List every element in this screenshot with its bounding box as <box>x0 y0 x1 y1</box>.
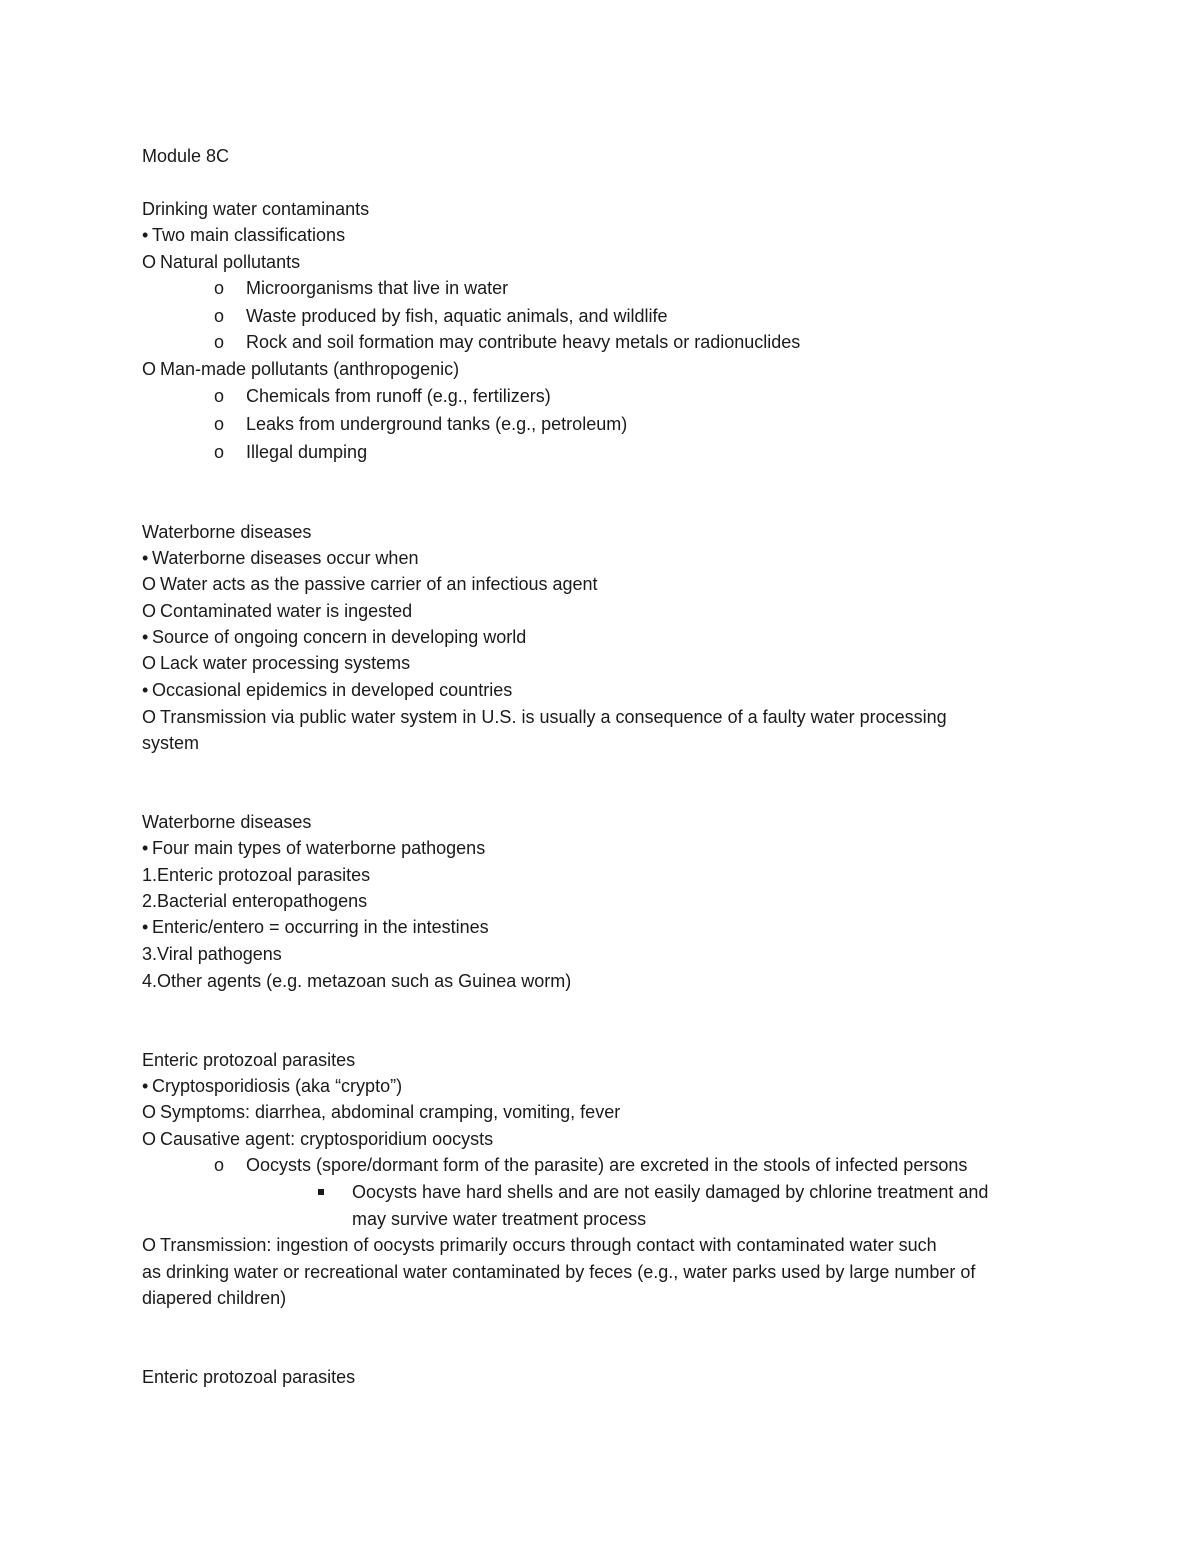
list-item-text: Illegal dumping <box>246 442 368 462</box>
square-bullet-icon <box>318 1189 324 1195</box>
list-item-text: Waste produced by fish, aquatic animals, and wildlife <box>246 306 668 326</box>
sub-item-text: Water acts as the passive carrier of an infectious agent <box>160 574 598 594</box>
o-marker: o <box>214 306 225 326</box>
o-marker: o <box>214 386 225 406</box>
o-marker: o <box>214 278 225 298</box>
o-marker: o <box>214 442 225 462</box>
section-heading: Enteric protozoal parasites <box>142 1050 356 1070</box>
document-title: Module 8C <box>142 146 230 166</box>
nested-item-text-continued: may survive water treatment process <box>352 1209 647 1229</box>
list-item-text: Chemicals from runoff (e.g., fertilizers) <box>246 386 551 406</box>
sub-item-text-continued: diapered children) <box>142 1288 287 1308</box>
o-marker: O <box>142 653 157 673</box>
bullet-text: Four main types of waterborne pathogens <box>152 838 486 858</box>
numbered-item: 3.Viral pathogens <box>142 944 282 964</box>
bullet-marker: • <box>142 917 149 937</box>
bullet-marker: • <box>142 548 149 568</box>
bullet-text: Two main classifications <box>152 225 346 245</box>
sub-item-text: Transmission via public water system in U.S. is usually a consequence of a faulty water processing <box>160 707 947 727</box>
sub-item-text: Transmission: ingestion of oocysts primarily occurs through contact with contaminated water such <box>160 1235 937 1255</box>
list-item-text: Rock and soil formation may contribute heavy metals or radionuclides <box>246 332 801 352</box>
sub-item-text-continued: as drinking water or recreational water contaminated by feces (e.g., water parks used by large number of <box>142 1262 976 1282</box>
o-marker: O <box>142 1102 157 1122</box>
o-marker: O <box>142 1235 157 1255</box>
sub-item-text: Symptoms: diarrhea, abdominal cramping, vomiting, fever <box>160 1102 621 1122</box>
bullet-marker: • <box>142 680 149 700</box>
list-item-text: Oocysts (spore/dormant form of the parasite) are excreted in the stools of infected persons <box>246 1155 968 1175</box>
o-marker: O <box>142 601 157 621</box>
o-marker: O <box>142 1129 157 1149</box>
o-marker: O <box>142 359 157 379</box>
bullet-text: Cryptosporidiosis (aka “crypto”) <box>152 1076 403 1096</box>
bullet-marker: • <box>142 225 149 245</box>
section-heading: Waterborne diseases <box>142 812 312 832</box>
sub-item-text: Man-made pollutants (anthropogenic) <box>160 359 460 379</box>
list-item-text: Leaks from underground tanks (e.g., petroleum) <box>246 414 628 434</box>
bullet-text: Source of ongoing concern in developing world <box>152 627 527 647</box>
o-marker: O <box>142 252 157 272</box>
o-marker: o <box>214 1155 225 1175</box>
bullet-text: Waterborne diseases occur when <box>152 548 419 568</box>
sub-item-text: Lack water processing systems <box>160 653 411 673</box>
bullet-text: Occasional epidemics in developed countries <box>152 680 513 700</box>
bullet-text: Enteric/entero = occurring in the intestines <box>152 917 489 937</box>
bullet-marker: • <box>142 1076 149 1096</box>
section-heading: Enteric protozoal parasites <box>142 1367 356 1387</box>
nested-item-text: Oocysts have hard shells and are not easily damaged by chlorine treatment and <box>352 1182 989 1202</box>
bullet-marker: • <box>142 838 149 858</box>
o-marker: O <box>142 707 157 727</box>
sub-item-text: Contaminated water is ingested <box>160 601 413 621</box>
sub-item-text: Natural pollutants <box>160 252 301 272</box>
o-marker: o <box>214 414 225 434</box>
o-marker: o <box>214 332 225 352</box>
section-heading: Drinking water contaminants <box>142 199 370 219</box>
list-item-text: Microorganisms that live in water <box>246 278 509 298</box>
numbered-item: 4.Other agents (e.g. metazoan such as Guinea worm) <box>142 971 572 991</box>
sub-item-text-continued: system <box>142 733 200 753</box>
sub-item-text: Causative agent: cryptosporidium oocysts <box>160 1129 494 1149</box>
numbered-item: 1.Enteric protozoal parasites <box>142 865 371 885</box>
section-heading: Waterborne diseases <box>142 522 312 542</box>
numbered-item: 2.Bacterial enteropathogens <box>142 891 368 911</box>
o-marker: O <box>142 574 157 594</box>
bullet-marker: • <box>142 627 149 647</box>
